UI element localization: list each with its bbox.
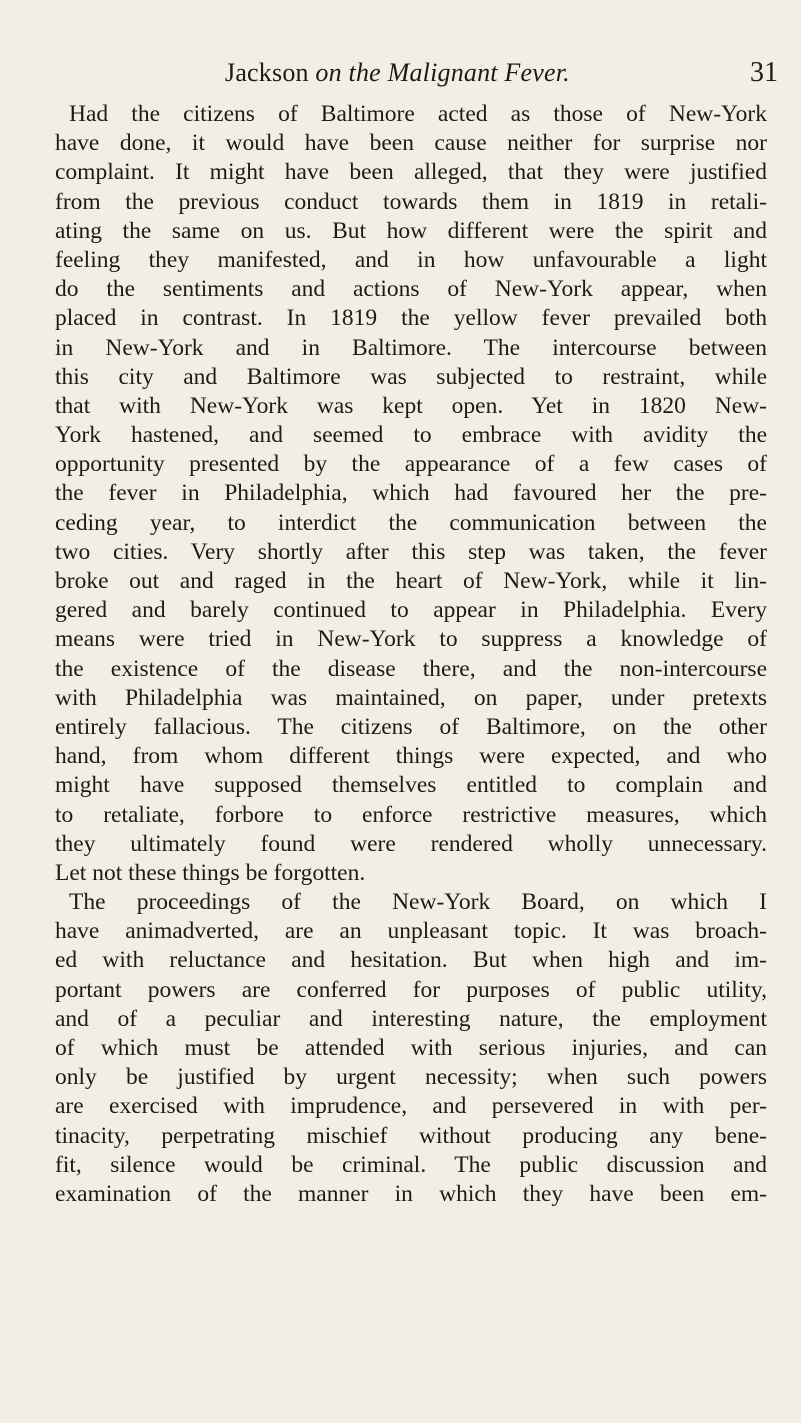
text-line: complaint. It might have been alleged, that they were justified [55, 159, 767, 186]
text-line: gered and barely continued to appear in Philadelphia. Every [55, 597, 767, 624]
text-line: York hastened, and seemed to embrace with avidity the [55, 422, 767, 449]
running-head-title: the Malignant Fever. [348, 58, 570, 87]
page-number: 31 [750, 57, 778, 88]
text-line: fit, silence would be criminal. The public discussion and [55, 1151, 767, 1178]
text-line: hand, from whom different things were expected, and who [55, 743, 767, 770]
text-line: with Philadelphia was maintained, on paper, under pretexts [55, 684, 767, 711]
text-line: Had the citizens of Baltimore acted as those of New-York [69, 101, 767, 127]
text-line: might have supposed themselves entitled to complain and [55, 772, 767, 799]
text-line: and of a peculiar and interesting nature, the employment [55, 1005, 767, 1032]
text-line: have done, it would have been cause neither for surprise nor [55, 130, 767, 157]
text-line: The proceedings of the New-York Board, on which I [69, 889, 767, 916]
text-line: ed with reluctance and hesitation. But when high and im- [55, 947, 767, 974]
text-line: portant powers are conferred for purposes of public utility, [55, 976, 767, 1003]
text-line: opportunity presented by the appearance of a few cases of [55, 451, 767, 478]
text-line: broke out and raged in the heart of New-York, while it lin- [55, 568, 767, 594]
text-line: have animadverted, are an unpleasant topic. It was broach- [55, 918, 767, 945]
text-line: tinacity, perpetrating mischief without producing any bene- [55, 1122, 767, 1149]
text-line: of which must be attended with serious injuries, and can [55, 1035, 767, 1061]
text-line: two cities. Very shortly after this step was taken, the fever [55, 538, 767, 565]
text-line: they ultimately found were rendered wholly unnecessary. [55, 830, 767, 857]
text-line: the existence of the disease there, and the non-intercourse [55, 655, 767, 682]
text-line: means were tried in New-York to suppress a knowledge of [55, 626, 767, 653]
running-head-on: on [315, 58, 342, 87]
text-line: entirely fallacious. The citizens of Baltimore, on the other [55, 713, 767, 740]
text-line: placed in contrast. In 1819 the yellow fever prevailed both [55, 305, 767, 332]
text-line: examination of the manner in which they have been em- [55, 1180, 767, 1207]
text-line: do the sentiments and actions of New-York appear, when [55, 276, 767, 303]
running-head [225, 58, 570, 88]
text-line: to retaliate, forbore to enforce restrictive measures, which [55, 801, 767, 828]
text-line: are exercised with imprudence, and persevered in with per- [55, 1093, 767, 1120]
text-line: only be justified by urgent necessity; when such powers [55, 1064, 767, 1091]
text-line: from the previous conduct towards them in 1819 in retali- [55, 188, 767, 215]
text-line: this city and Baltimore was subjected to restraint, while [55, 363, 767, 390]
text-line: ceding year, to interdict the communication between the [55, 509, 767, 536]
text-line: the fever in Philadelphia, which had favoured her the pre- [55, 480, 767, 507]
running-head-author: Jackson [225, 58, 309, 87]
text-line: ating the same on us. But how different were the spirit and [55, 217, 767, 244]
text-line: Let not these things be forgotten. [55, 859, 366, 886]
text-line: feeling they manifested, and in how unfavourable a light [55, 246, 767, 273]
body-text [55, 100, 767, 1209]
text-line: in New-York and in Baltimore. The intercourse between [55, 334, 767, 361]
text-line: that with New-York was kept open. Yet in 1820 New- [55, 392, 767, 419]
